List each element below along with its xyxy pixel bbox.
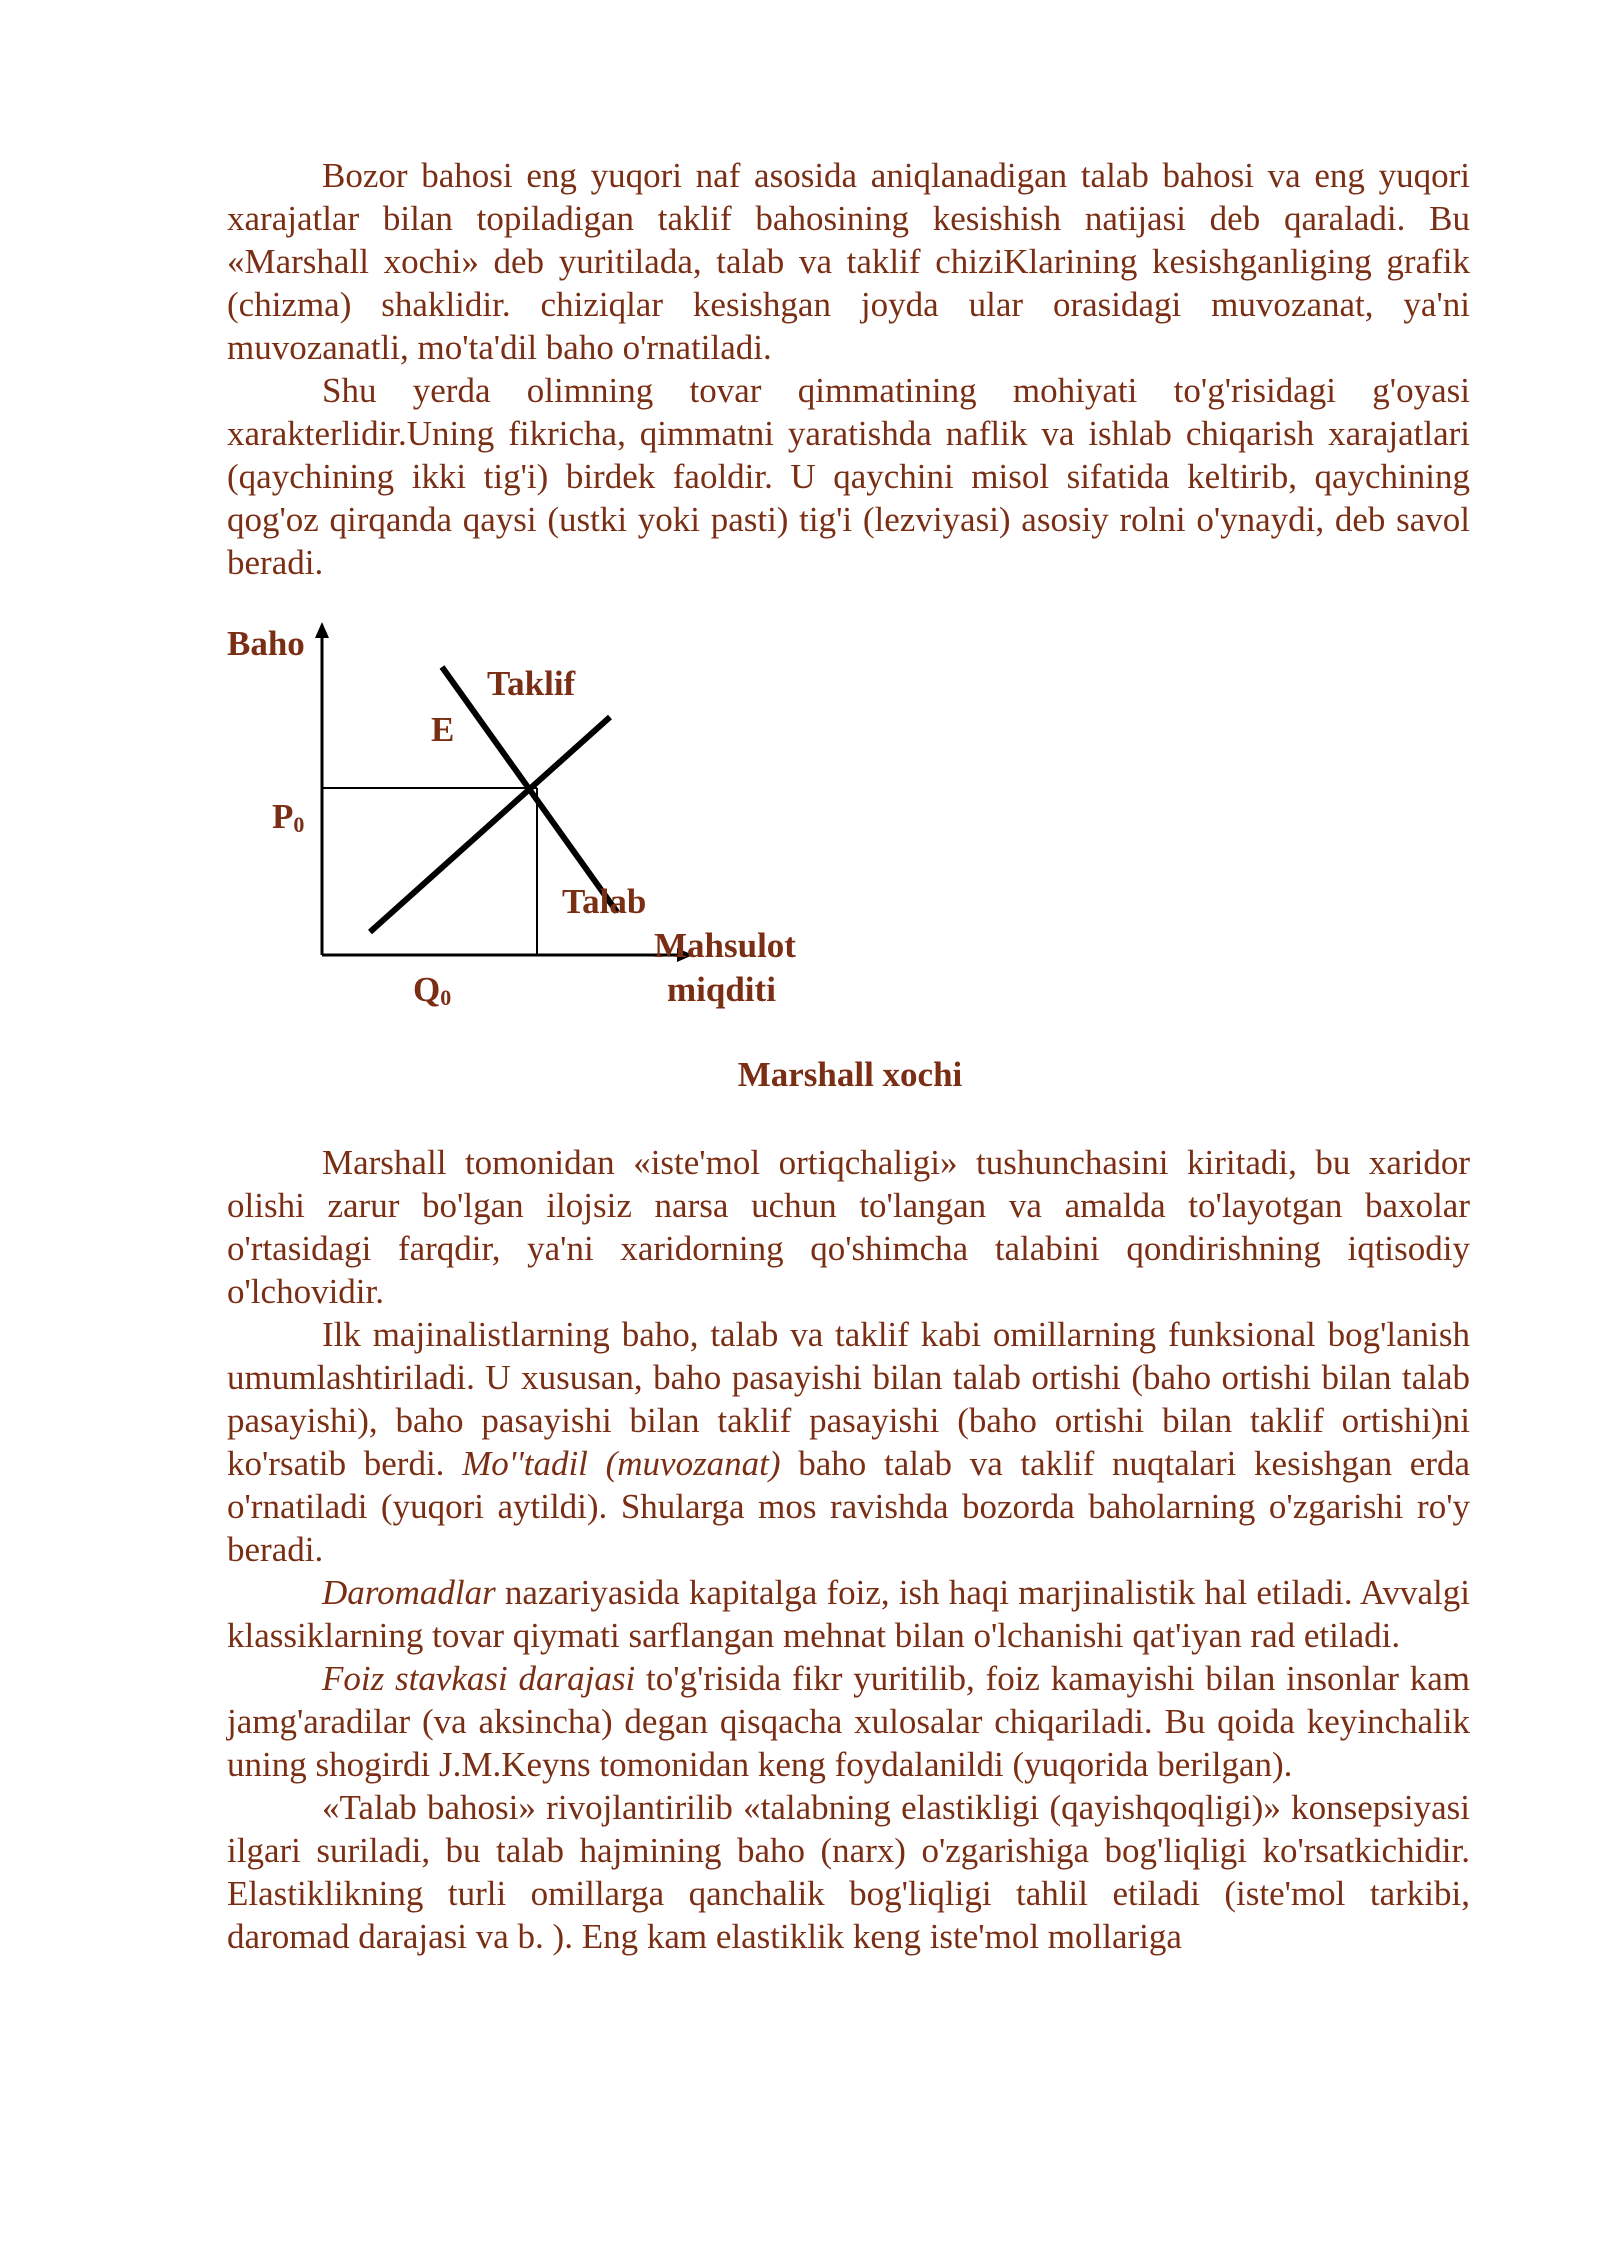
marshall-cross-diagram [200,610,850,1030]
quantity-label: $Q_0$ [413,970,452,1010]
italic-run: Daromadlar [322,1573,496,1612]
paragraph [227,1786,1470,1958]
equilibrium-label: E [431,710,455,749]
price-label: $P_0$ [272,797,305,837]
paragraph [227,1313,1470,1571]
supply-label: Taklif [487,664,576,703]
demand-label: Talab [562,882,647,921]
x-axis-label-line2: miqditi [667,970,776,1009]
italic-run: Mo''tadil (muvozanat) [462,1444,781,1483]
paragraph [227,1657,1470,1786]
bottom-text-block [227,1141,1470,1958]
y-axis-arrow [315,622,329,638]
paragraph: Bozor bahosi eng yuqori naf asosida aniqlanadigan talab bahosi va eng yuqori xarajatlar bilan topiladigan taklif bahosining kesishish natijasi deb qaraladi. Bu «Marshall xochi» deb yuritilada, talab va taklif chiziKlarining kesishganliging grafik (chizma) shaklidir. chiziqlar kesishgan joyda ular orasidagi muvozanat, ya'ni muvozanatli, mo'ta'dil baho o'rnatiladi. [227,156,1470,367]
paragraph [227,1141,1470,1313]
top-text-block [227,154,1470,584]
x-axis-label-line1: Mahsulot [654,926,796,965]
paragraph: Shu yerda olimning tovar qimmatining mohiyati to'g'risidagi g'oyasi xarakterlidir.Uning fikricha, qimmatni yaratishda naflik va ishlab chiqarish xarajatlari (qaychining ikki tig'i) birdek faoldir. U qaychini misol sifatida keltirib, qaychining qog'oz qirqanda qaysi (ustki yoki pasti) tig'i (lezviyasi) asosiy rolni o'ynaydi, deb savol beradi. [227,371,1470,582]
text-run: «Talab bahosi» rivojlantirilib «talabning elastikligi (qayishqoqligi)» konsepsiyasi ilgari suriladi, bu talab hajmining baho (narx) o'zgarishiga bog'liqligi ko'rsatkichidir. Elastiklikning turli omillarga qanchalik bog'liqligi tahlil etiladi (iste'mol tarkibi, daromad darajasi va b. ). Eng kam elastiklik keng iste'mol mollariga [227,1788,1470,1956]
text-run: to'g'risida fikr yuritilib, foiz kamayishi bilan insonlar kam jamg'aradilar (va aksincha) degan qisqacha xulosalar chiqariladi. Bu qoida keyinchalik uning shogirdi J.M.Keyns tomonidan keng foydalanildi (yuqorida berilgan). [227,1659,1470,1784]
paragraph [227,1571,1470,1657]
y-axis-label: Baho [227,624,305,663]
italic-run: Foiz stavkasi darajasi [322,1659,636,1698]
text-run: Ilk majinalistlarning baho, talab va taklif kabi omillarning funksional bog'lanish umumlashtiriladi. U xususan, baho pasayishi bilan talab ortishi (baho ortishi bilan talab pasayishi), baho pasayishi bilan taklif pasayishi (baho ortishi bilan taklif ortishi)ni ko'rsatib berdi. [227,1315,1470,1483]
text-run: nazariyasida kapitalga foiz, ish haqi marjinalistik hal etiladi. Avvalgi klassiklarning tovar qiymati sarflangan mehnat bilan o'lchanishi qat'iyan rad etiladi. [227,1573,1470,1655]
text-run: baho talab va taklif nuqtalari kesishgan erda o'rnatiladi (yuqori aytildi). Shularga mos ravishda bozorda baholarning o'zgarishi ro'y beradi. [227,1444,1471,1569]
figure-caption: Marshall xochi [737,1055,963,1094]
text-run: Marshall tomonidan «iste'mol ortiqchaligi» tushunchasini kiritadi, bu xaridor olishi zarur bo'lgan ilojsiz narsa uchun to'langan va amalda to'layotgan baxolar o'rtasidagi farqdir, ya'ni xaridorning qo'shimcha talabini qondirishning iqtisodiy o'lchovidir. [227,1143,1470,1311]
